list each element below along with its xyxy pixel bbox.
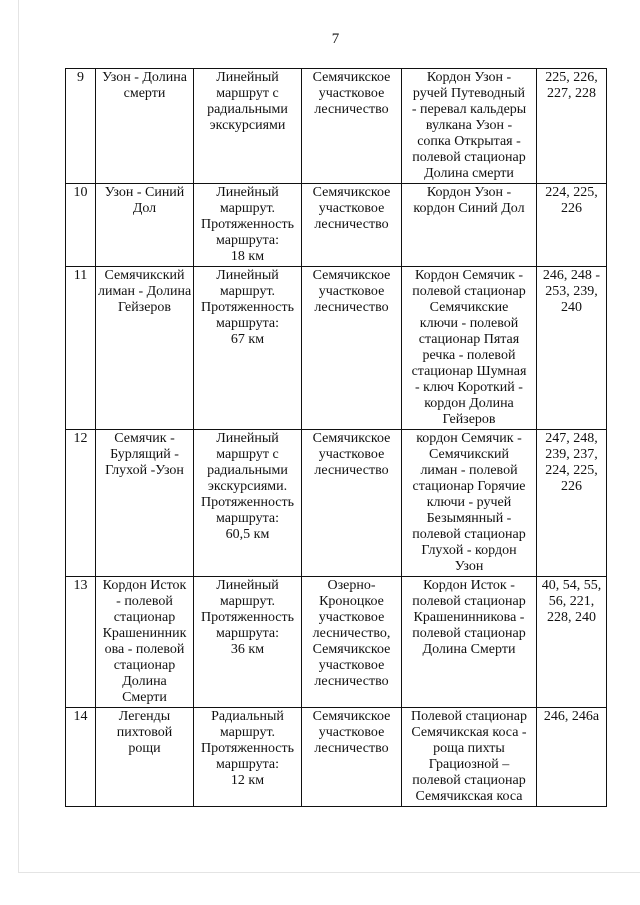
route-name-cell: Семячик - Бурлящий - Глухой -Узон [96, 430, 194, 577]
route-description-cell: Кордон Семячик - полевой стационар Семячикские ключи - полевой стационар Пятая речка - полевой стационар Шумная - ключ Короткий - кордон Долина Гейзеров [402, 267, 537, 430]
row-number-cell: 9 [66, 69, 96, 184]
route-type-cell: Линейный маршрут. Протяженность маршрута: 18 км [194, 184, 302, 267]
route-description-cell: Кордон Узон - кордон Синий Дол [402, 184, 537, 267]
page-number: 7 [331, 31, 340, 47]
quarters-cell: 247, 248, 239, 237, 224, 225, 226 [537, 430, 607, 577]
route-description-cell: Кордон Исток - полевой стационар Крашенинникова - полевой стационар Долина Смерти [402, 577, 537, 708]
forestry-cell: Семячикское участковое лесничество [302, 69, 402, 184]
forestry-cell: Семячикское участковое лесничество [302, 267, 402, 430]
forestry-cell: Семячикское участковое лесничество [302, 184, 402, 267]
route-description-cell: Кордон Узон - ручей Путеводный - перевал кальдеры вулкана Узон - сопка Открытая - полевой стационар Долина смерти [402, 69, 537, 184]
route-description-cell: Полевой стационар Семячикская коса - роща пихты Грациозной – полевой стационар Семячикская коса [402, 708, 537, 807]
table-row [66, 69, 607, 184]
quarters-cell: 246, 246а [537, 708, 607, 807]
quarters-cell: 225, 226, 227, 228 [537, 69, 607, 184]
row-number-cell: 14 [66, 708, 96, 807]
quarters-cell: 40, 54, 55, 56, 221, 228, 240 [537, 577, 607, 708]
table-row [66, 430, 607, 577]
forestry-cell: Озерно- Кроноцкое участковое лесничество, Семячикское участковое лесничество [302, 577, 402, 708]
row-number-cell: 10 [66, 184, 96, 267]
forestry-cell: Семячикское участковое лесничество [302, 430, 402, 577]
route-type-cell: Линейный маршрут. Протяженность маршрута: 67 км [194, 267, 302, 430]
route-type-cell: Радиальный маршрут. Протяженность маршрута: 12 км [194, 708, 302, 807]
route-description-cell: кордон Семячик - Семячикский лиман - полевой стационар Горячие ключи - ручей Безымянный - полевой стационар Глухой - кордон Узон [402, 430, 537, 577]
forestry-cell: Семячикское участковое лесничество [302, 708, 402, 807]
row-number-cell: 13 [66, 577, 96, 708]
table-row [66, 267, 607, 430]
table-row [66, 708, 607, 807]
route-name-cell: Узон - Синий Дол [96, 184, 194, 267]
route-type-cell: Линейный маршрут с радиальными экскурсиями. Протяженность маршрута: 60,5 км [194, 430, 302, 577]
table-row [66, 577, 607, 708]
route-name-cell: Узон - Долина смерти [96, 69, 194, 184]
quarters-cell: 246, 248 - 253, 239, 240 [537, 267, 607, 430]
row-number-cell: 12 [66, 430, 96, 577]
route-name-cell: Легенды пихтовой рощи [96, 708, 194, 807]
table-row [66, 184, 607, 267]
route-type-cell: Линейный маршрут с радиальными экскурсиями [194, 69, 302, 184]
routes-table [65, 68, 607, 807]
route-name-cell: Семячикский лиман - Долина Гейзеров [96, 267, 194, 430]
route-type-cell: Линейный маршрут. Протяженность маршрута: 36 км [194, 577, 302, 708]
row-number-cell: 11 [66, 267, 96, 430]
quarters-cell: 224, 225, 226 [537, 184, 607, 267]
route-name-cell: Кордон Исток - полевой стационар Крашенинник ова - полевой стационар Долина Смерти [96, 577, 194, 708]
